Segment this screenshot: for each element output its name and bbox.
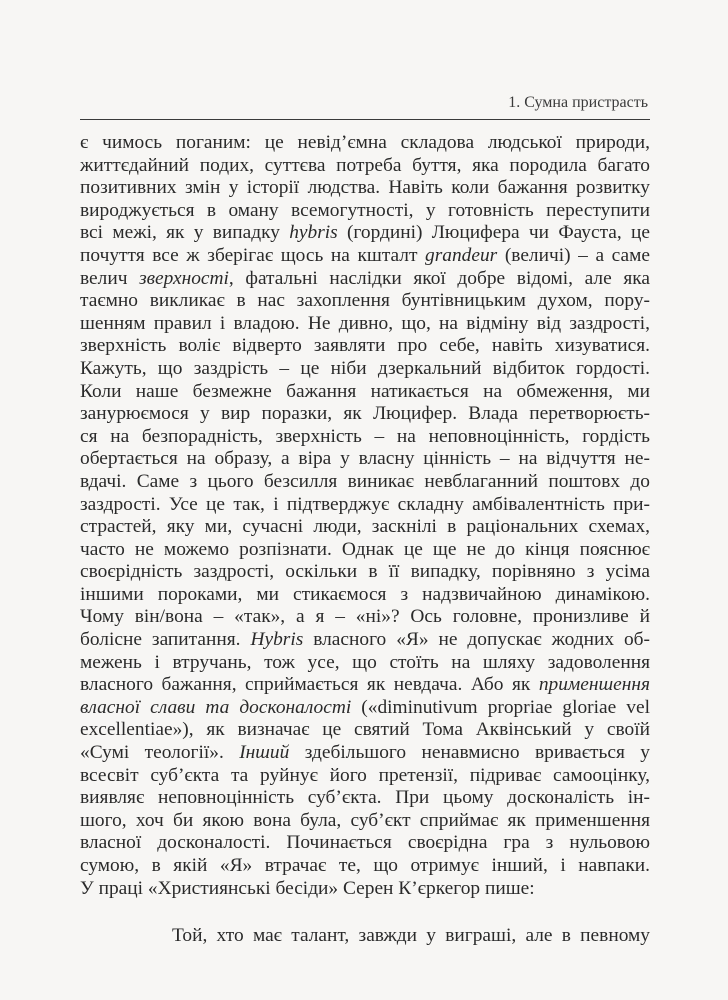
text-line: власної досконалості. Починається своєрідна гра з нульовою: [80, 832, 650, 854]
text-line: життєдайний подих, суттєва потреба буття, яка породила багато: [80, 154, 650, 176]
text-line: своєрідність заздрості, оскільки в її випадку, порівняно з усіма: [80, 561, 650, 583]
block-quote: Той, хто має талант, завжди у виграші, але в певному: [172, 925, 650, 946]
text-line: шенням правил і владою. Не дивно, що, на відміну від заздрості,: [80, 312, 650, 334]
text-line: позитивних змін у історії людства. Навіть коли бажання розвитку: [80, 177, 650, 199]
text-line: страстей, яку ми, сучасні люди, заскнілі в раціональних схемах,: [80, 516, 650, 538]
text-line: обертається на образу, а віра у власну цінність – на відчуття не-: [80, 448, 650, 470]
text-line: ся на безпорадність, зверхність – на неповноцінність, гордість: [80, 425, 650, 447]
text-line: таємно викликає в нас захоплення бунтівницьким духом, пору-: [80, 290, 650, 312]
text-line: зверхність воліє відверто заявляти про себе, навіть хизуватися.: [80, 335, 650, 357]
text-line: власного бажання, сприймається як невдача. Або як применшення: [80, 674, 650, 696]
text-line: велич зверхності, фатальні наслідки якої добре відомі, але яка: [80, 267, 650, 289]
text-line: вироджується в оману всемогутності, у готовність переступити: [80, 199, 650, 221]
text-line: всі межі, як у випадку hybris (гордині) Люцифера чи Фауста, це: [80, 222, 650, 244]
text-line: власної слави та досконалості («diminutivum propriae gloriae vel: [80, 696, 650, 718]
running-header: [80, 93, 650, 120]
text-line: виявляє неповноцінність суб’єкта. При цьому досконалість ін-: [80, 787, 650, 809]
body-text: [80, 132, 650, 900]
text-line: шого, хоч би якою вона була, суб’єкт сприймає як применшення: [80, 809, 650, 831]
text-line: іншими пороками, ми стикаємося з надзвичайною динамікою.: [80, 583, 650, 605]
text-line: сумою, в якій «Я» втрачає те, що отримує інший, і навпаки.: [80, 855, 650, 876]
text-line: межень і втручань, тож усе, що стоїть на шляху задоволення: [80, 651, 650, 673]
text-line: болісне запитання. Hybris власного «Я» не допускає жодних об-: [80, 629, 650, 651]
text-line: є чимось поганим: це невід’ємна складова людської природи,: [80, 132, 650, 153]
text-line: Чому він/вона – «так», а я – «ні»? Ось головне, пронизливе й: [80, 606, 650, 628]
text-line: excellentiae»), як визначає це святий Тома Аквінський у своїй: [80, 719, 650, 741]
text-line: часто не можемо розпізнати. Однак це ще не до кінця пояснює: [80, 538, 650, 560]
chapter-title: 1. Сумна пристрасть: [508, 94, 648, 111]
text-line: вдачі. Саме з цього безсилля виникає невблаганний поштовх до: [80, 470, 650, 492]
text-line: почуття все ж зберігає щось на кшталт grandeur (величі) – а саме: [80, 244, 650, 266]
text-line: занурюємося у вир поразки, як Люцифер. Влада перетворюєть-: [80, 403, 650, 425]
text-line: Коли наше безмежне бажання натикається на обмеження, ми: [80, 380, 650, 402]
text-line: Кажуть, що заздрість – це ніби дзеркальний відбиток гордості.: [80, 357, 650, 379]
text-line: «Сумі теології». Інший здебільшого ненавмисно вривається у: [80, 742, 650, 764]
text-line: У праці «Християнські бесіди» Серен К’єркегор пише:: [80, 877, 535, 899]
text-line: всесвіт суб’єкта та руйнує його претензії, підриває самооцінку,: [80, 764, 650, 786]
text-line: заздрості. Усе це так, і підтверджує складну амбівалентність при-: [80, 493, 650, 515]
